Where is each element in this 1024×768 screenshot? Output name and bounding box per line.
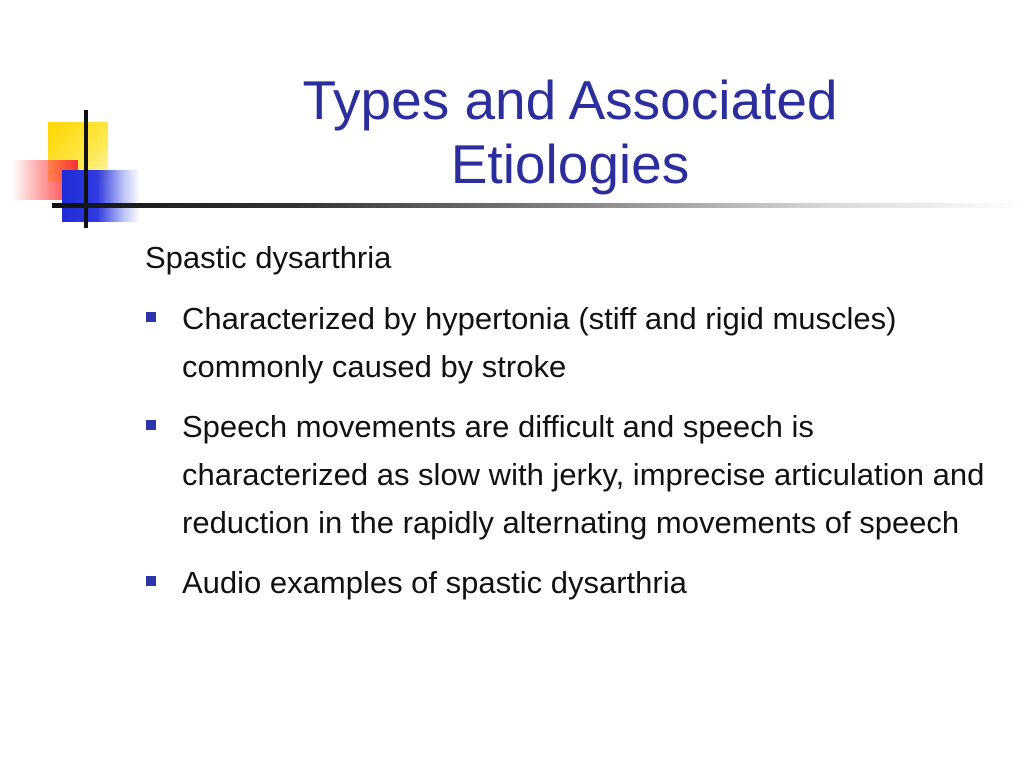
bullet-text: Characterized by hypertonia (stiff and rigid muscles) commonly caused by stroke bbox=[182, 301, 897, 384]
blue-square-decoration bbox=[62, 170, 140, 222]
bullet-item bbox=[140, 295, 990, 391]
bullet-text: Speech movements are difficult and speech is characterized as slow with jerky, imprecise articulation and reduction in the rapidly alternating movements of speech bbox=[182, 409, 985, 540]
square-bullet-icon bbox=[146, 312, 156, 322]
vertical-rule-decoration bbox=[84, 110, 88, 228]
bullet-text: Audio examples of spastic dysarthria bbox=[182, 565, 687, 600]
slide-subtitle: Spastic dysarthria bbox=[145, 240, 392, 275]
bullet-item bbox=[140, 559, 990, 607]
bullet-item bbox=[140, 403, 990, 547]
title-underline-rule bbox=[52, 203, 1024, 208]
square-bullet-icon bbox=[146, 420, 156, 430]
slide-title: Types and Associated Etiologies bbox=[302, 69, 838, 195]
square-bullet-icon bbox=[146, 576, 156, 586]
bullet-list bbox=[140, 295, 990, 619]
